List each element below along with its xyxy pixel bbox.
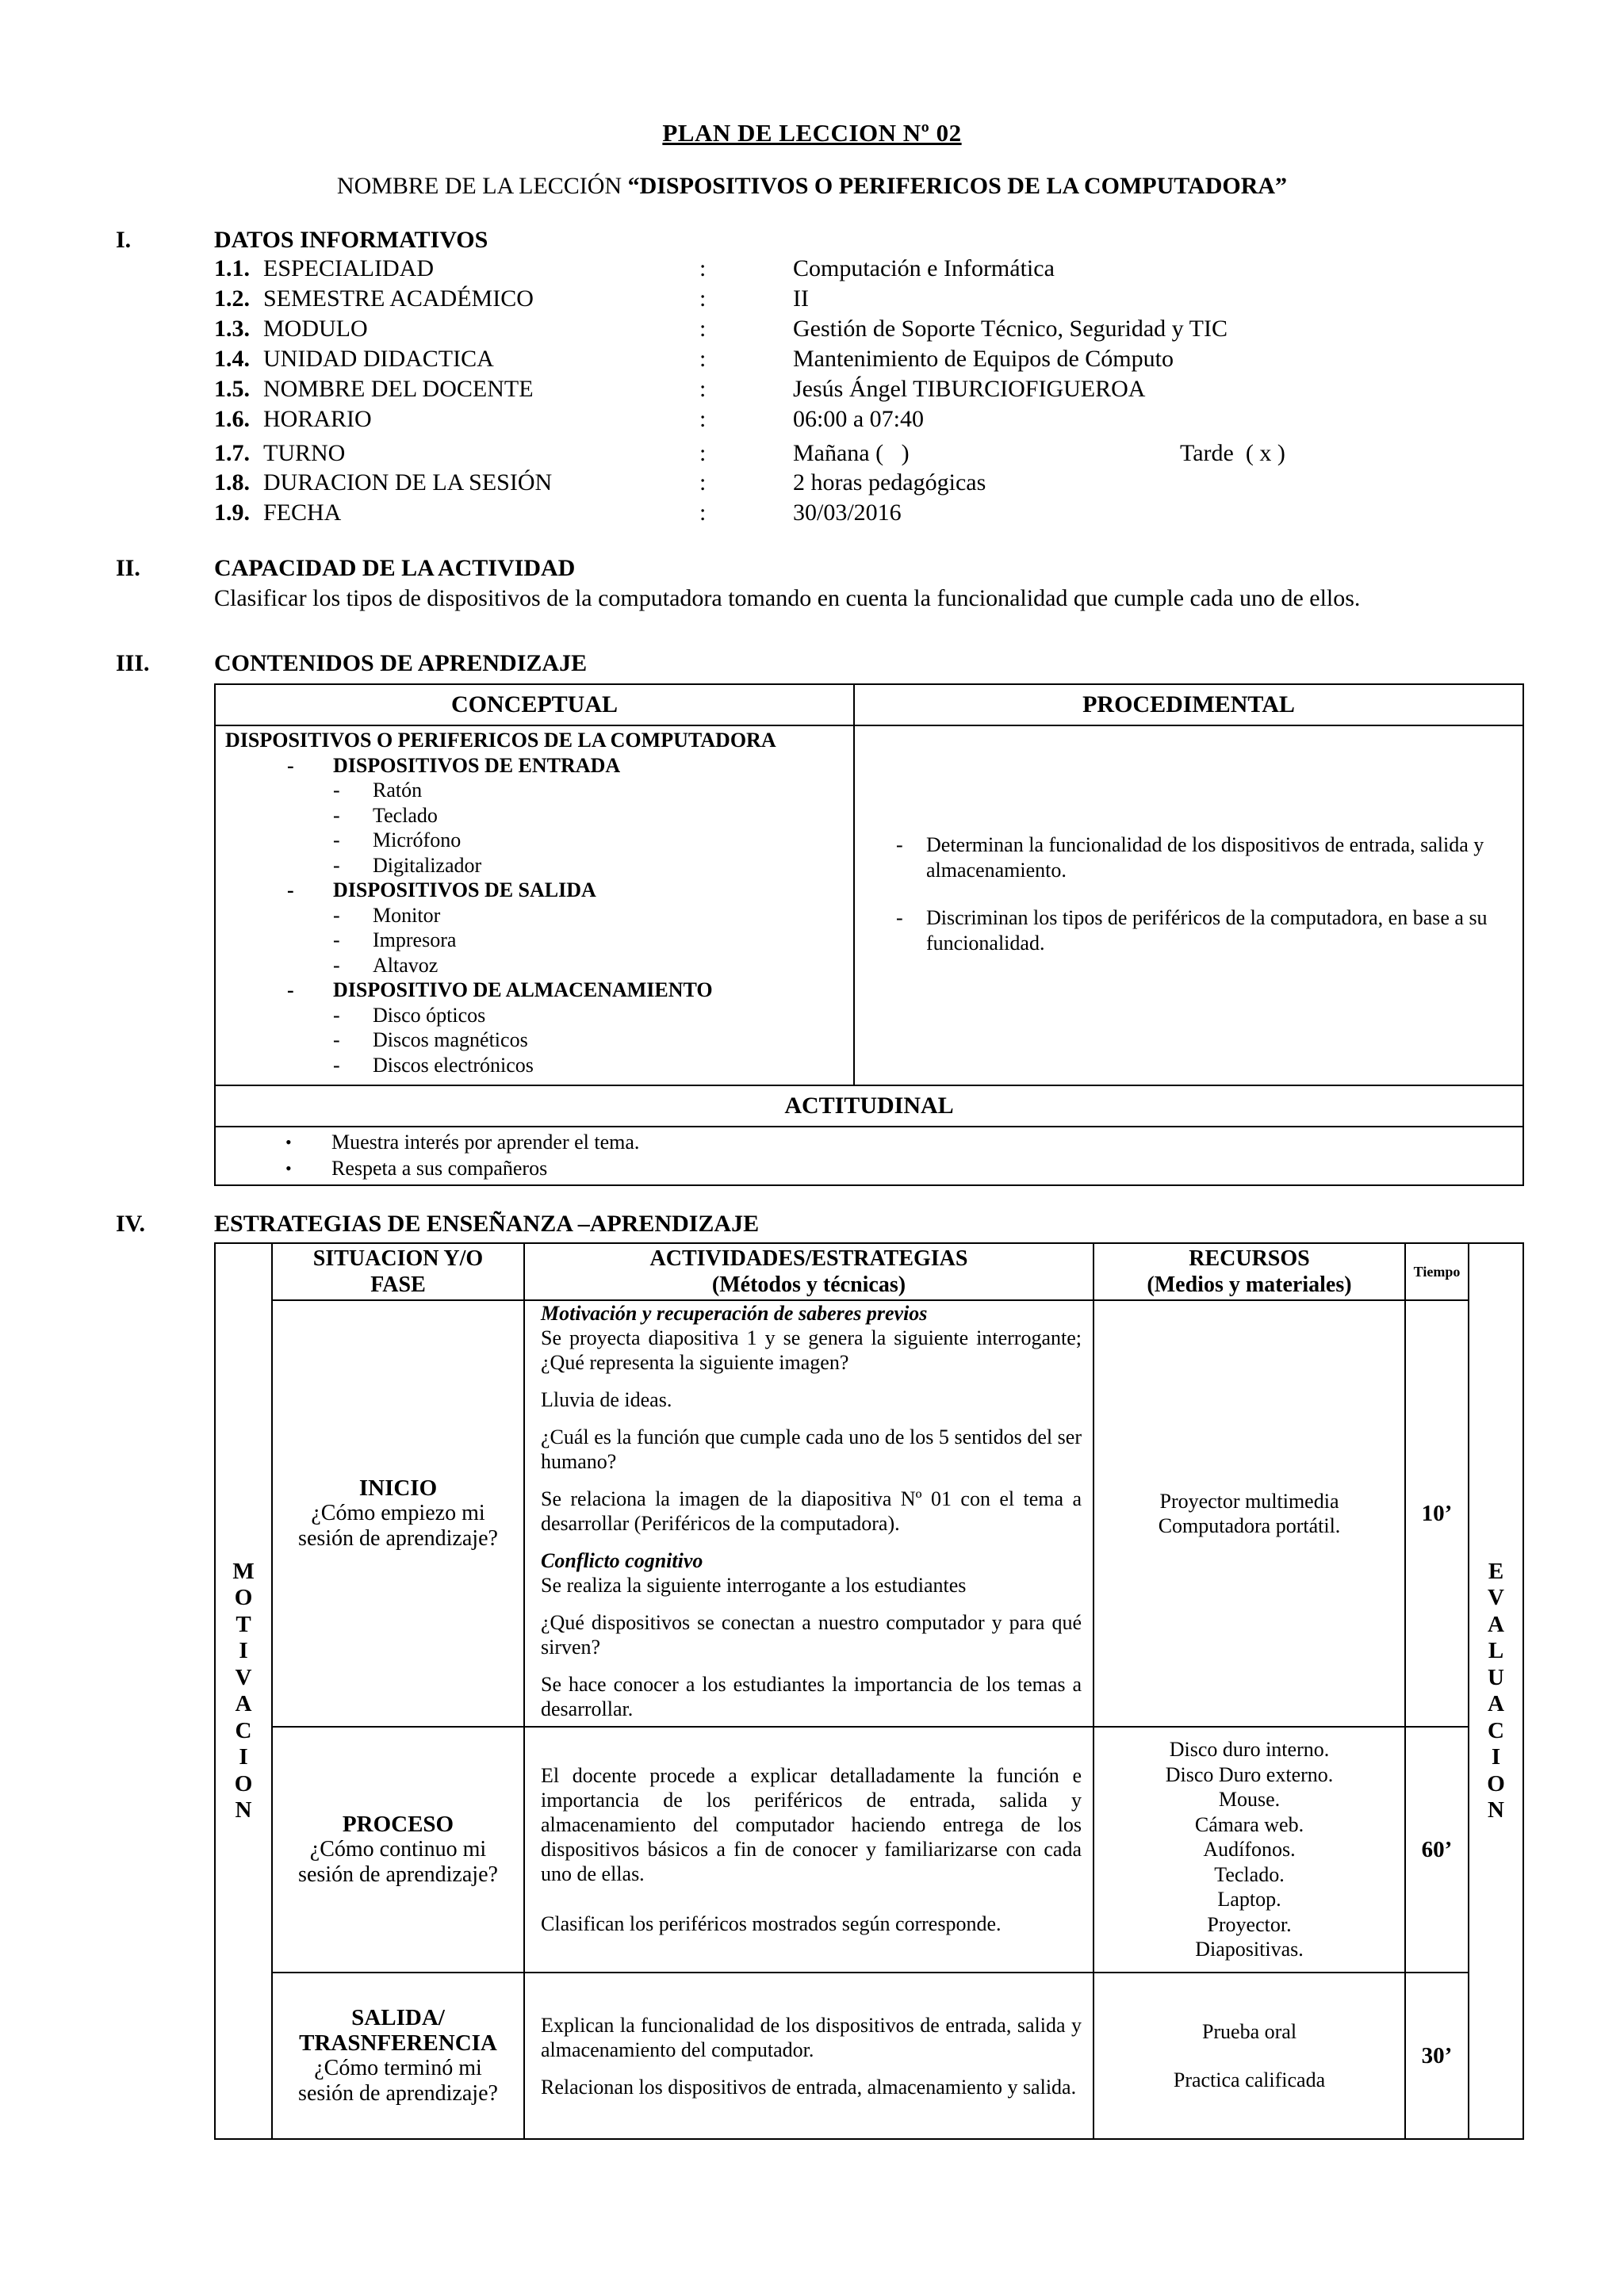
conceptual-group: - DISPOSITIVOS DE SALIDA	[287, 878, 596, 901]
info-row-horario	[214, 406, 1435, 436]
section-3-title: CONTENIDOS DE APRENDIZAJE	[214, 650, 588, 676]
actitudinal-cell	[215, 1127, 1523, 1185]
list-item: - Micrófono	[333, 828, 462, 851]
actitudinal-item: • Muestra interés por aprender el tema.	[285, 1131, 640, 1154]
time-salida: 30’	[1405, 1973, 1469, 2139]
lesson-name	[0, 173, 1624, 200]
info-row-modulo	[214, 316, 1435, 346]
conceptual-main: DISPOSITIVOS O PERIFERICOS DE LA COMPUTADORA	[225, 729, 776, 752]
turno-morning: Mañana ( )	[793, 440, 910, 466]
procedimental-item: - Determinan la funcionalidad de los dispositivos de entrada, salida y almacenamiento.	[896, 833, 1484, 882]
conceptual-cell	[215, 725, 854, 1085]
info-colon: :	[699, 316, 707, 342]
actitudinal-header: ACTITUDINAL	[215, 1085, 1523, 1127]
activities-inicio: Motivación y recuperación de saberes previos Se proyecta diapositiva 1 y se genera la siguiente interrogante; ¿Qué representa la siguiente imagen? Lluvia de ideas. ¿Cuál es la función que cumple cada uno de los 5 sentidos del ser humano? Se relaciona la imagen de la diapositiva Nº 01 con el tema a desarrollar (Periféricos de la computadora). Conflicto cognitivo Se realiza la siguiente interrogante a los estudiantes ¿Qué dispositivos se conectan a nuestro computador y para qué sirven? Se hace conocer a los estudiantes la importancia de los temas a desarrollar.	[524, 1300, 1094, 1727]
conceptual-group: - DISPOSITIVOS DE ENTRADA	[287, 753, 621, 777]
contenidos-table	[214, 683, 1524, 1186]
info-colon: :	[699, 376, 707, 402]
info-num: 1.2.	[214, 285, 250, 312]
procedimental-header: PROCEDIMENTAL	[854, 684, 1523, 725]
lesson-name-title: “DISPOSITIVOS O PERIFERICOS DE LA COMPUTADORA”	[627, 173, 1288, 199]
info-label: TURNO	[263, 440, 346, 466]
info-value: Mantenimiento de Equipos de Cómputo	[793, 346, 1174, 372]
estrategias-table	[214, 1242, 1524, 2140]
info-label: DURACION DE LA SESIÓN	[263, 469, 553, 496]
actitudinal-item: • Respeta a sus compañeros	[285, 1157, 548, 1180]
situacion-header: SITUACION Y/O FASE	[272, 1243, 524, 1300]
turno-afternoon: Tarde ( x )	[1180, 440, 1285, 466]
info-num: 1.7.	[214, 440, 250, 466]
conceptual-group: - DISPOSITIVO DE ALMACENAMIENTO	[287, 978, 713, 1001]
info-label: MODULO	[263, 316, 368, 342]
info-colon: :	[699, 499, 707, 526]
section-3-number: III.	[116, 650, 150, 676]
info-num: 1.8.	[214, 469, 250, 496]
info-num: 1.5.	[214, 376, 250, 402]
section-1-number: I.	[116, 227, 132, 253]
section-2-title: CAPACIDAD DE LA ACTIVIDAD	[214, 555, 576, 581]
info-value: II	[793, 285, 809, 312]
time-inicio: 10’	[1405, 1300, 1469, 1727]
list-item: - Monitor	[333, 903, 441, 927]
info-label: NOMBRE DEL DOCENTE	[263, 376, 534, 402]
info-num: 1.6.	[214, 406, 250, 432]
list-item: - Impresora	[333, 928, 457, 951]
phase-salida: SALIDA/ TRASNFERENCIA ¿Cómo terminó mi sesión de aprendizaje?	[272, 1973, 524, 2139]
section-4-title: ESTRATEGIAS DE ENSEÑANZA –APRENDIZAJE	[214, 1211, 760, 1237]
resources-inicio: Proyector multimedia Computadora portátil.	[1094, 1300, 1405, 1727]
info-num: 1.1.	[214, 255, 250, 281]
tiempo-header: Tiempo	[1405, 1243, 1469, 1300]
info-colon: :	[699, 406, 707, 432]
section-2-number: II.	[116, 555, 140, 581]
info-value: Jesús Ángel TIBURCIOFIGUEROA	[793, 376, 1146, 402]
info-value: Gestión de Soporte Técnico, Seguridad y TIC	[793, 316, 1228, 342]
info-row-semestre	[214, 285, 1435, 316]
procedimental-item: - Discriminan los tipos de periféricos de la computadora, en base a su funcionalidad.	[896, 906, 1488, 955]
time-proceso: 60’	[1405, 1727, 1469, 1973]
actividades-header: ACTIVIDADES/ESTRATEGIAS (Métodos y técnicas)	[524, 1243, 1094, 1300]
section-1-title: DATOS INFORMATIVOS	[214, 227, 488, 253]
info-colon: :	[699, 346, 707, 372]
list-item: - Teclado	[333, 803, 438, 827]
resources-salida: Prueba oral Practica calificada	[1094, 1973, 1405, 2139]
info-row-docente	[214, 376, 1435, 406]
list-item: - Altavoz	[333, 953, 439, 977]
section-4-number: IV.	[116, 1211, 145, 1237]
info-value: 06:00 a 07:40	[793, 406, 924, 432]
info-num: 1.3.	[214, 316, 250, 342]
info-colon: :	[699, 469, 707, 496]
list-item: - Digitalizador	[333, 853, 482, 877]
info-label: HORARIO	[263, 406, 372, 432]
resources-proceso: Disco duro interno. Disco Duro externo. Mouse. Cámara web. Audífonos. Teclado. Laptop. Proyector. Diapositivas.	[1094, 1727, 1405, 1973]
document-title: PLAN DE LECCION Nº 02	[662, 119, 962, 147]
activities-proceso: El docente procede a explicar detalladamente la función e importancia de los periféricos de entrada, salida y almacenamiento del computador haciendo entrega de los dispositivos básicos a fin de conocer y familiarizarse con cada uno de ellas. Clasifican los periféricos mostrados según corresponde.	[524, 1727, 1094, 1973]
activities-salida: Explican la funcionalidad de los dispositivos de entrada, salida y almacenamiento del computador. Relacionan los dispositivos de entrada, almacenamiento y salida.	[524, 1973, 1094, 2139]
info-label: FECHA	[263, 499, 342, 526]
info-row-unidad	[214, 346, 1435, 376]
evaluacion-column: E V A L U A C I O N	[1469, 1243, 1523, 2139]
list-item: - Disco ópticos	[333, 1003, 486, 1027]
info-colon: :	[699, 255, 707, 281]
list-item: - Discos magnéticos	[333, 1028, 528, 1051]
info-label: SEMESTRE ACADÉMICO	[263, 285, 534, 312]
info-value: Computación e Informática	[793, 255, 1055, 281]
capacidad-text: Clasificar los tipos de dispositivos de la computadora tomando en cuenta la funcionalidad que cumple cada uno de ellos.	[214, 585, 1361, 611]
info-row-duracion	[214, 469, 1435, 499]
info-num: 1.9.	[214, 499, 250, 526]
info-label: ESPECIALIDAD	[263, 255, 434, 281]
info-row-fecha	[214, 499, 1435, 530]
list-item: - Discos electrónicos	[333, 1053, 534, 1077]
motivacion-column: M O T I V A C I O N	[215, 1243, 272, 2139]
info-colon: :	[699, 285, 707, 312]
info-colon: :	[699, 440, 707, 466]
list-item: - Ratón	[333, 779, 423, 802]
conceptual-header: CONCEPTUAL	[215, 684, 854, 725]
info-row-especialidad	[214, 255, 1435, 285]
info-row-turno	[214, 440, 1435, 470]
phase-proceso: PROCESO ¿Cómo continuo mi sesión de aprendizaje?	[272, 1727, 524, 1973]
recursos-header: RECURSOS (Medios y materiales)	[1094, 1243, 1405, 1300]
info-label: UNIDAD DIDACTICA	[263, 346, 494, 372]
info-value: 30/03/2016	[793, 499, 902, 526]
info-num: 1.4.	[214, 346, 250, 372]
lesson-name-prefix: NOMBRE DE LA LECCIÓN	[336, 173, 622, 199]
info-value: 2 horas pedagógicas	[793, 469, 986, 496]
phase-inicio: INICIO ¿Cómo empiezo mi sesión de aprendizaje?	[272, 1300, 524, 1727]
procedimental-cell	[854, 725, 1523, 1085]
